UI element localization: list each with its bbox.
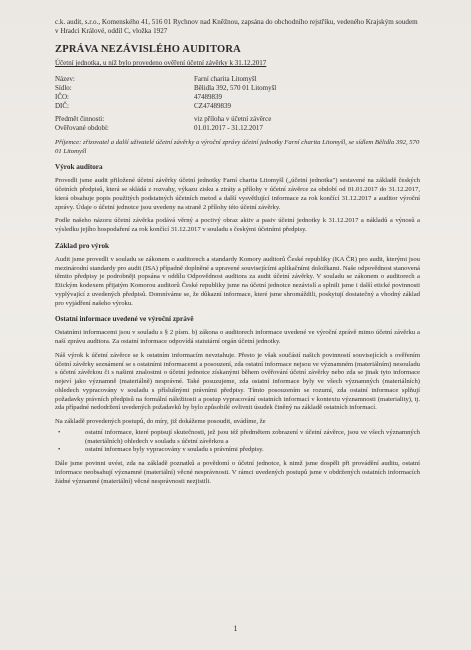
recipient-note: Příjemce: zřizovatel a další uživatelé účetní závěrky a výroční zprávy účetní jednotky Farní charita Litomyšl, se sídlem Bělidla 392, 570 01 Litomyšl <box>55 138 420 155</box>
entity-value: Bělidla 392, 570 01 Litomyšl <box>194 84 277 93</box>
entity-row-name <box>55 75 420 84</box>
page-number: 1 <box>233 624 238 633</box>
entity-row-period <box>55 124 420 133</box>
entity-value: 47489839 <box>194 93 222 102</box>
opinion-paragraph: Provedli jsme audit přiložené účetní závěrky účetní jednotky Farní charita Litomyšl („účetní jednotka") sestavené na základě českých účetních předpisů, která se skládá z rozvahy, výkazu zisku a ztráty a přílohy v účetní závěrce za období od 01.01.2017 do 31.12.2017, která obsahuje popis použitých podstatných účetních metod a další vysvětlující informace za rok končící 31.12.2017 a auditor výroční zprávy. Údaje o účetní jednotce jsou uvedeny na straně 2 přílohy této účetní závěrky. <box>55 177 420 211</box>
entity-row-dic <box>55 102 420 111</box>
bullet-text: ostatní informace byly vypracovány v souladu s právními předpisy. <box>85 446 264 454</box>
entity-label: Předmět činnosti: <box>55 115 105 124</box>
entity-label: Název: <box>55 75 75 84</box>
section-heading-opinion: Výrok auditora <box>55 163 103 172</box>
entity-value: 01.01.2017 - 31.12.2017 <box>194 123 263 132</box>
auditor-info: c.k. audit, s.r.o., Komenského 41, 516 01 Rychnov nad Kněžnou, zapsána do obchodního rejstříku, vedeného Krajským soudem v Hradci Králové, oddíl C, vložka 1927 <box>55 18 418 36</box>
bullet-item <box>55 429 420 447</box>
entity-value: CZ47489839 <box>194 102 231 111</box>
bullet-icon: • <box>58 428 61 436</box>
entity-info <box>55 75 420 132</box>
other-info-bullets <box>55 429 420 455</box>
entity-value: Farní charita Litomyšl <box>194 75 257 84</box>
entity-row-activity <box>55 115 420 124</box>
report-subtitle: Účetní jednotka, u níž bylo provedeno ověření účetní závěrky k 31.12.2017 <box>55 59 267 68</box>
entity-value: viz příloha v účetní závěrce <box>194 115 272 124</box>
entity-label: Ověřované období: <box>55 123 109 132</box>
entity-row-address <box>55 84 420 93</box>
entity-row-ico <box>55 93 420 102</box>
bullet-text: ostatní informace, které popisují skutečnosti, jež jsou též předmětem zobrazení v účetní závěrce, jsou ve všech významných (materiálních) ohledech v souladu s účetní závěrkou a <box>85 428 420 445</box>
bullet-icon: • <box>58 446 61 454</box>
report-title: ZPRÁVA NEZÁVISLÉHO AUDITORA <box>55 44 241 56</box>
other-info-paragraph: Ostatními informacemi jsou v souladu s § 2 písm. b) zákona o auditorech informace uvedené ve výroční zprávě mimo účetní závěrku a naší zprávu auditora. Za ostatní informace odpovídá statutární orgán účetní jednotky. <box>55 329 420 346</box>
entity-label: DIČ: <box>55 102 69 111</box>
entity-label: Sídlo: <box>55 84 72 93</box>
page-content <box>55 18 420 486</box>
entity-label: IČO: <box>55 93 69 102</box>
section-heading-other-info: Ostatní informace uvedené ve výroční zprávě <box>55 315 194 324</box>
other-info-paragraph: Na základě provedených postupů, do míry, již dokážeme posoudit, uvádíme, že <box>55 418 266 426</box>
other-info-paragraph: Náš výrok k účetní závěrce se k ostatním informacím nevztahuje. Přesto je však součástí našich povinností souvisejících s ověřením účetní závěrky seznámení se s ostatními informacemi a posouzení, zda ostatní informace nejsou ve významném (materiálním) nesouladu s účetní závěrkou či s našimi znalostmi o účetní jednotce získanými během ověřování účetní závěrky nebo zda se jinak tyto informace nejeví jako významně (materiálně) nesprávné. Také posuzujeme, zda ostatní informace byly ve všech významných (materiálních) ohledech vypracovány v souladu s příslušnými právními předpisy. Tímto posouzením se rozumí, zda ostatní informace splňují požadavky právních předpisů na formální náležitosti a postup vypracování ostatních informací v kontextu významnosti (materiality), tj. zda případné nedodržení uvedených požadavků by bylo způsobilé ovlivnit úsudek činěný na základě ostatních informací. <box>55 351 420 412</box>
bullet-item <box>55 446 420 455</box>
opinion-paragraph: Podle našeho názoru účetní závěrka podává věrný a poctivý obraz aktiv a pasiv účetní jednotky k 31.12.2017 a nákladů a výnosů a výsledku jejího hospodaření za rok končící 31.12.2017 v souladu s českými účetními předpisy. <box>55 217 420 234</box>
basis-paragraph: Audit jsme provedli v souladu se zákonem o auditorech a standardy Komory auditorů České republiky (KA ČR) pro audit, kterými jsou mezinárodní standardy pro audit (ISA) případně doplněné a upravené souvisejícími aplikačními doložkami. Naše odpovědnost stanovená těmito předpisy je podrobněji popsána v oddílu Odpovědnost auditora za audit účetní závěrky. V souladu se zákonem o auditorech a Etickým kodexem přijatým Komorou auditorů České republiky jsme na účetní jednotce nezávislí a splnili jsme i další etické povinnosti vyplývající z uvedených předpisů. Domníváme se, že důkazní informace, které jsme shromáždili, poskytují dostatečný a vhodný základ pro vyjádření našeho výroku. <box>55 255 420 307</box>
other-info-paragraph: Dále jsme povinni uvést, zda na základě poznatků a povědomí o účetní jednotce, k nimž jsme dospěli při provádění auditu, ostatní informace neobsahují významné (materiální) věcné nesprávnosti. V rámci uvedených postupů jsme v obdržených ostatních informacích žádné významné (materiální) věcné nesprávnosti nezjistili. <box>55 460 420 485</box>
section-heading-basis: Základ pro výrok <box>55 241 110 250</box>
